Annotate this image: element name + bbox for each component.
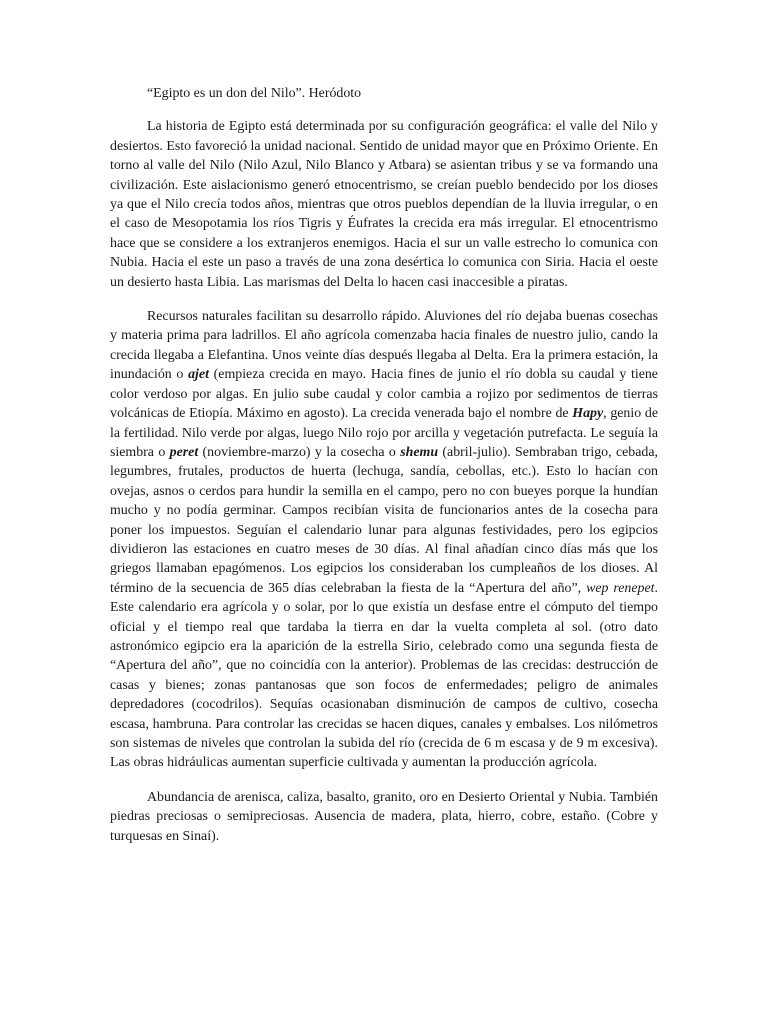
term-ajet: ajet bbox=[188, 367, 209, 383]
paragraph-text: (noviembre-marzo) y la cosecha o bbox=[198, 444, 401, 460]
paragraph-text: (empieza crecida en mayo. Hacia fines de junio el río dobla su caudal y tiene color verdoso por algas. En julio sube caudal y color cambia a rojizo por sedimentos de tierras volcánicas de Etiopía. Máximo en agosto). La crecida venerada bajo el nombre de bbox=[110, 367, 658, 422]
term-wep-renepet: wep renepet bbox=[586, 580, 655, 596]
term-shemu: shemu bbox=[400, 444, 439, 460]
term-hapy: Hapy bbox=[572, 406, 604, 422]
document-title: “Egipto es un don del Nilo”. Heródoto bbox=[147, 86, 362, 101]
paragraph-text: (abril-julio). Sembraban trigo, cebada, legumbres, frutales, productos de huerta (lechuga, sandía, cebollas, etc.). Esto lo hacían con ovejas, asnos o cerdos para hundir la semilla en el campo, pero no con bueyes porque la hundían mucho y no podía germinar. Campos recibían visita de funcionarios antes de la cosecha para poner los impuestos. Seguían el calendario lunar para algunas festividades, pero los egipcios dividieron las estaciones en cuatro meses de 30 días. Al final añadían cinco días más que los griegos llamaban epagómenos. Los egipcios los consideraban los cumpleaños de los dioses. Al término de la secuencia de 365 días celebraban la fiesta de la “Apertura del año”, bbox=[110, 444, 658, 596]
document-page bbox=[110, 84, 658, 861]
paragraph-text: , genio de la fertilidad. Nilo verde por algas, luego Nilo rojo por arcilla y vegetación putrefacta. Le seguía la siembra o bbox=[110, 406, 658, 460]
paragraph-minerals: Abundancia de arenisca, caliza, basalto, granito, oro en Desierto Oriental y Nubia. También piedras preciosas o semipreciosas. Ausencia de madera, plata, hierro, cobre, estaño. (Cobre y turquesas en Sinaí). bbox=[110, 789, 658, 844]
paragraph-text: . Este calendario era agrícola y o solar, por lo que existía un desfase entre el cómputo del tiempo oficial y el tiempo real que tardaba la tierra en dar la vuelta completa al sol. (otro dato astronómico egipcio era la aparición de la estrella Sirio, celebrado como una segunda fiesta de “Apertura del año”, que no coincidía con la anterior). Problemas de las crecidas: destrucción de casas y bienes; zonas pantanosas que son focos de enfermedades; peligro de animales depredadores (cocodrilos). Sequías ocasionaban disminución de campos de cultivo, cosecha escasa, hambruna. Para controlar las crecidas se hacen diques, canales y embalses. Los nilómetros son sistemas de niveles que controlan la subida del río (crecida de 6 m escasa y de 9 m excesiva). Las obras hidráulicas aumentan superficie cultivada y aumentan la producción agrícola. bbox=[110, 580, 658, 771]
term-peret: peret bbox=[169, 444, 199, 460]
paragraph-text: Recursos naturales facilitan su desarrollo rápido. Aluviones del río dejaba buenas cosechas y materia prima para ladrillos. El año agrícola comenzaba hacia finales de nuestro julio, cando la crecida llegaba a Elefantina. Unos veinte días después llegaba al Delta. Era la primera estación, la inundación o bbox=[110, 309, 658, 383]
paragraph-geography: La historia de Egipto está determinada por su configuración geográfica: el valle del Nilo y desiertos. Esto favoreció la unidad nacional. Sentido de unidad mayor que en Próximo Oriente. En torno al valle del Nilo (Nilo Azul, Nilo Blanco y Atbara) se asientan tribus y se va formando una civilización. Este aislacionismo generó etnocentrismo, se creían pueblo bendecido por los dioses ya que el Nilo crecía todos años, mientras que otros pueblos dependían de la lluvia irregular, o en el caso de Mesopotamia los ríos Tigris y Éufrates la crecida era más irregular. El etnocentrismo hace que se considere a los extranjeros enemigos. Hacia el sur un valle estrecho lo comunica con Nubia. Hacia el este un paso a través de una zona desértica lo comunica con Siria. Hacia el oeste un desierto hasta Libia. Las marismas del Delta lo hacen casi inaccesible a piratas. bbox=[110, 119, 658, 290]
paragraph-resources bbox=[110, 307, 658, 773]
